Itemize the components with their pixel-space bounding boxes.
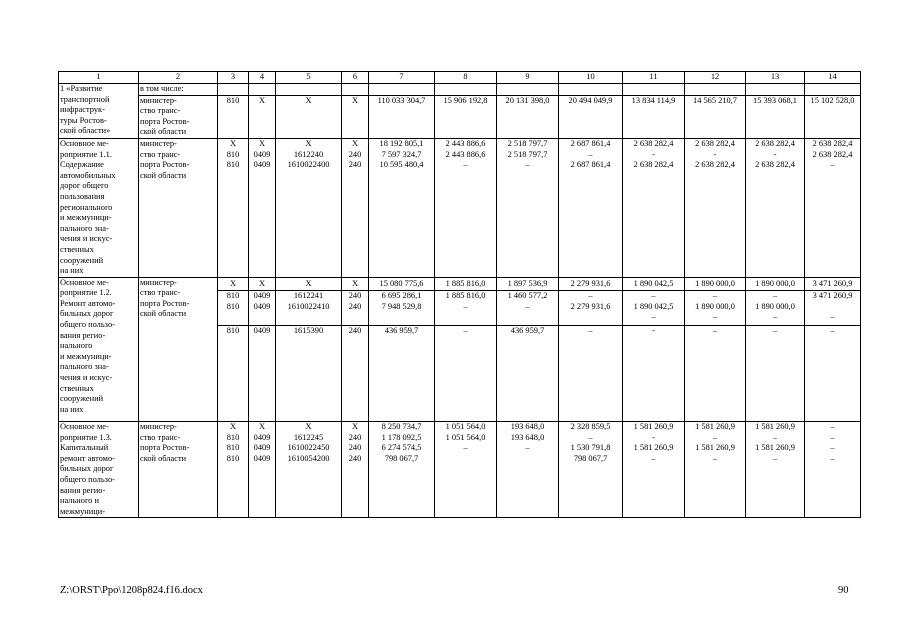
- value-line: –: [830, 422, 835, 432]
- value-line: 810: [226, 301, 240, 311]
- value-line: 1610022400: [287, 160, 330, 170]
- value-line: 0409: [253, 432, 271, 442]
- value-line: 2 443 886,6: [445, 138, 486, 148]
- value-cell: 1 897 536,9: [497, 277, 559, 291]
- value-line: 6 274 574,5: [381, 443, 422, 453]
- column-number-header: 9: [497, 72, 559, 84]
- empty-cell: [249, 84, 276, 96]
- measure-name-line: автомобильных: [60, 170, 116, 180]
- value-cell: 0409: [249, 326, 276, 422]
- value-line: 1610054200: [287, 453, 330, 463]
- value-line: 2 518 797,7: [507, 138, 548, 148]
- program-name-line: туры Ростов-: [60, 115, 107, 125]
- value-cell: [435, 291, 497, 326]
- value-line: [436, 454, 495, 465]
- value-line: 240: [348, 432, 362, 442]
- executor-line: ской области: [140, 309, 187, 319]
- value-cell: 1615390: [276, 326, 342, 422]
- value-line: –: [588, 149, 593, 159]
- empty-cell: [623, 84, 685, 96]
- measure-name-line: вания регио-: [60, 485, 106, 495]
- value-line: X: [229, 422, 237, 432]
- value-line: -: [773, 149, 777, 159]
- executor-name: [139, 277, 218, 421]
- value-cell: –: [559, 326, 623, 422]
- value-cell: [746, 138, 805, 277]
- value-line: 2 443 886,6: [445, 149, 486, 159]
- value-cell: –: [805, 326, 861, 422]
- value-line: –: [463, 443, 468, 453]
- value-cell: [805, 138, 861, 277]
- column-number-header: 4: [249, 72, 276, 84]
- value-cell: [435, 138, 497, 277]
- measure-name-line: пального зна-: [60, 362, 109, 372]
- value-cell: [249, 138, 276, 277]
- value-line: –: [712, 312, 718, 322]
- measure-1-3-name: [59, 422, 139, 518]
- executor-line: порта Ростов-: [140, 443, 190, 453]
- empty-cell: [497, 84, 559, 96]
- measure-name-line: и межмуници-: [60, 213, 112, 223]
- value-line: 1 051 564,0: [445, 422, 486, 432]
- value-line: 0409: [253, 453, 271, 463]
- value-line: X: [258, 422, 266, 432]
- footer-file-path: Z:\ORST\Ppo\1208p824.f16.docx: [60, 585, 203, 596]
- value-cell: –: [746, 326, 805, 422]
- table-row: [59, 277, 861, 291]
- value-cell: 810: [218, 326, 249, 422]
- measure-name-line: роприятие 1.3.: [60, 432, 112, 442]
- value-line: 8 250 734,7: [381, 422, 422, 432]
- value-line: –: [463, 160, 468, 170]
- value-line: –: [651, 291, 656, 301]
- executor-line: министер-: [140, 138, 177, 148]
- value-cell: [685, 422, 746, 518]
- value-line: 2 518 797,7: [507, 149, 548, 159]
- value-cell: [685, 138, 746, 277]
- measure-name-line: на них: [60, 266, 84, 276]
- empty-cell: [805, 84, 861, 96]
- value-line: 1612240: [293, 149, 324, 159]
- empty-cell: [218, 84, 249, 96]
- executor-line: ской области: [140, 127, 187, 137]
- value-line: 240: [348, 443, 362, 453]
- value-line: 2 638 282,4: [695, 138, 735, 148]
- value-line: 0409: [253, 149, 271, 159]
- measure-name-line: ственных: [60, 244, 94, 254]
- measure-name-line: бильных дорог: [60, 309, 114, 319]
- value-line: –: [772, 432, 778, 442]
- measure-name-line: сооружений: [60, 394, 104, 404]
- value-cell: 15 393 068,1: [746, 95, 805, 138]
- value-line: X: [351, 422, 359, 432]
- value-line: –: [588, 291, 593, 301]
- program-name-line: транспортной: [60, 94, 110, 104]
- value-line: 2 638 282,4: [633, 138, 674, 148]
- empty-cell: [369, 84, 435, 96]
- value-line: –: [830, 443, 835, 453]
- executor-line: ской области: [140, 453, 187, 463]
- in-total-label: в том числе:: [139, 84, 218, 96]
- value-line: X: [258, 138, 266, 148]
- program-name-line: инфраструк-: [60, 105, 105, 115]
- value-cell: [342, 291, 369, 326]
- value-line: 810: [226, 149, 240, 159]
- value-line: 1610022410: [287, 301, 330, 311]
- program-name: [59, 84, 139, 139]
- program-name-line: ской области»: [60, 126, 111, 136]
- value-line: 1612245: [293, 432, 324, 442]
- value-line: 1 581 260,9: [633, 443, 674, 453]
- value-line: 18 192 805,1: [379, 138, 424, 148]
- value-line: 798 067,7: [384, 453, 419, 463]
- value-cell: [805, 422, 861, 518]
- table-row: [59, 138, 861, 277]
- value-line: 1 890 000,0: [695, 301, 735, 311]
- measure-name-line: вания регио-: [60, 330, 106, 340]
- value-line: –: [830, 160, 835, 170]
- value-cell: [276, 138, 342, 277]
- measure-name-line: роприятие 1.2.: [60, 288, 112, 298]
- budget-table: [58, 71, 861, 518]
- value-line: 2 687 861,4: [570, 138, 611, 148]
- value-line: 193 648,0: [510, 432, 545, 442]
- measure-name-line: на них: [60, 404, 84, 414]
- value-line: 2 638 282,4: [633, 160, 674, 170]
- value-line: 1 051 564,0: [445, 432, 486, 442]
- value-line: –: [712, 453, 718, 463]
- column-number-header: 14: [805, 72, 861, 84]
- measure-name-line: межмуници-: [60, 506, 106, 516]
- executor-name: [139, 95, 218, 138]
- value-line: -: [652, 432, 655, 442]
- value-line: 1 890 042,5: [633, 301, 674, 311]
- value-line: –: [830, 312, 835, 322]
- value-cell: [746, 291, 805, 326]
- measure-name-line: нального и: [60, 496, 99, 506]
- measure-1-1-name: [59, 138, 139, 277]
- empty-cell: [276, 84, 342, 96]
- value-cell: [369, 138, 435, 277]
- value-cell: 436 959,7: [497, 326, 559, 422]
- value-line: –: [712, 432, 718, 442]
- value-line: 7 597 324,7: [381, 149, 422, 159]
- value-cell: [559, 422, 623, 518]
- value-line: 1 581 260,9: [695, 422, 735, 432]
- value-line: 2 638 282,4: [812, 149, 853, 159]
- value-cell: –: [435, 326, 497, 422]
- value-line: –: [712, 291, 718, 301]
- value-line: 2 638 282,4: [755, 138, 795, 148]
- column-number-row: [59, 72, 861, 84]
- executor-line: ство транс-: [140, 432, 181, 442]
- measure-name-line: роприятие 1.1.: [60, 149, 112, 159]
- value-line: 1 530 791,8: [570, 443, 611, 453]
- value-cell: [276, 291, 342, 326]
- value-line: X: [229, 138, 237, 148]
- measure-name-line: чения и искус-: [60, 373, 113, 383]
- value-cell: 1 885 816,0: [435, 277, 497, 291]
- value-cell: [623, 291, 685, 326]
- value-line: 2 638 282,4: [755, 160, 795, 170]
- value-cell: 15 102 528,0: [805, 95, 861, 138]
- value-cell: –: [685, 326, 746, 422]
- value-cell: [805, 291, 861, 326]
- value-line: 2 279 931,6: [570, 301, 611, 311]
- value-line: 810: [226, 432, 240, 442]
- value-cell: 20 131 398,0: [497, 95, 559, 138]
- value-line: 798 067,7: [573, 453, 608, 463]
- value-line: 1 885 816,0: [445, 291, 486, 301]
- program-name-line: 1 «Развитие: [60, 84, 103, 93]
- value-line: X: [305, 422, 312, 432]
- measure-name-line: общего пользо-: [60, 475, 115, 485]
- value-line: 240: [348, 160, 362, 170]
- value-line: 1610022450: [287, 443, 330, 453]
- column-number-header: 11: [623, 72, 685, 84]
- value-line: 240: [348, 291, 362, 301]
- value-line: 240: [348, 301, 362, 311]
- column-number-header: 5: [276, 72, 342, 84]
- value-cell: [497, 422, 559, 518]
- value-line: 810: [226, 160, 240, 170]
- value-line: 810: [226, 291, 240, 301]
- measure-name-line: общего пользо-: [60, 320, 115, 330]
- value-line: 1 581 260,9: [633, 422, 674, 432]
- value-cell: X: [249, 277, 276, 291]
- column-number-header: 13: [746, 72, 805, 84]
- value-cell: X: [342, 277, 369, 291]
- executor-line: ство транс-: [140, 106, 181, 116]
- footer-page-number: 90: [838, 585, 849, 596]
- value-cell: [249, 291, 276, 326]
- value-line: –: [830, 432, 835, 442]
- value-cell: [623, 422, 685, 518]
- measure-name-line: бильных дорог: [60, 464, 114, 474]
- value-line: 1 581 260,9: [755, 422, 795, 432]
- executor-name: [139, 138, 218, 277]
- column-number-header: 10: [559, 72, 623, 84]
- empty-cell: [342, 84, 369, 96]
- value-line: 0409: [253, 443, 271, 453]
- value-cell: [342, 422, 369, 518]
- measure-name-line: ремонт автомо-: [60, 453, 115, 463]
- value-cell: [685, 291, 746, 326]
- executor-line: министер-: [140, 95, 177, 105]
- value-cell: [623, 138, 685, 277]
- value-cell: -: [623, 326, 685, 422]
- value-cell: 15 080 775,6: [369, 277, 435, 291]
- measure-name-line: пользования: [60, 191, 105, 201]
- value-cell: 3 471 260,9: [805, 277, 861, 291]
- value-line: –: [772, 453, 778, 463]
- value-line: 193 648,0: [510, 422, 545, 432]
- value-cell: [276, 422, 342, 518]
- value-line: –: [525, 301, 530, 311]
- value-cell: 110 033 304,7: [369, 95, 435, 138]
- value-cell: [497, 138, 559, 277]
- measure-1-2-name: [59, 277, 139, 421]
- empty-cell: [559, 84, 623, 96]
- column-number-header: 3: [218, 72, 249, 84]
- value-line: 10 595 480,4: [379, 160, 424, 170]
- value-line: 2 638 282,4: [812, 138, 853, 148]
- value-cell: 20 494 049,9: [559, 95, 623, 138]
- empty-cell: [685, 84, 746, 96]
- executor-name: [139, 422, 218, 518]
- value-line: 2 638 282,4: [695, 160, 735, 170]
- value-line: 2 687 861,4: [570, 160, 611, 170]
- value-line: –: [772, 291, 778, 301]
- value-cell: [369, 422, 435, 518]
- value-line: [806, 302, 859, 313]
- empty-cell: [435, 84, 497, 96]
- executor-line: ской области: [140, 170, 187, 180]
- value-line: -: [713, 149, 717, 159]
- value-cell: [435, 422, 497, 518]
- value-cell: X: [218, 277, 249, 291]
- empty-cell: [746, 84, 805, 96]
- value-cell: X: [276, 95, 342, 138]
- executor-line: министер-: [140, 422, 177, 432]
- measure-name-line: Основное ме-: [60, 422, 109, 432]
- value-line: 0409: [253, 301, 271, 311]
- value-cell: 14 565 210,7: [685, 95, 746, 138]
- column-number-header: 8: [435, 72, 497, 84]
- value-line: 1 581 260,9: [695, 443, 735, 453]
- measure-name-line: чения и искус-: [60, 234, 113, 244]
- column-number-header: 1: [59, 72, 139, 84]
- value-line: X: [351, 138, 359, 148]
- value-line: -: [652, 149, 655, 159]
- measure-name-line: Основное ме-: [60, 138, 109, 148]
- value-cell: [342, 138, 369, 277]
- value-line: –: [651, 453, 656, 463]
- value-cell: 1 890 000,0: [685, 277, 746, 291]
- value-cell: 240: [342, 326, 369, 422]
- measure-name-line: дорог общего: [60, 181, 109, 191]
- value-line: 810: [226, 443, 240, 453]
- value-cell: [218, 422, 249, 518]
- column-number-header: 6: [342, 72, 369, 84]
- value-line: 0409: [253, 160, 271, 170]
- value-cell: [218, 291, 249, 326]
- value-line: 240: [348, 149, 362, 159]
- column-number-header: 12: [685, 72, 746, 84]
- value-cell: 13 834 114,9: [623, 95, 685, 138]
- value-cell: [559, 291, 623, 326]
- value-line: 0409: [253, 291, 271, 301]
- value-cell: 2 279 931,6: [559, 277, 623, 291]
- value-cell: 1 890 000,0: [746, 277, 805, 291]
- value-cell: [559, 138, 623, 277]
- table-row: [59, 422, 861, 518]
- value-cell: [218, 138, 249, 277]
- measure-name-line: ственных: [60, 383, 94, 393]
- executor-line: порта Ростов-: [140, 298, 190, 308]
- value-line: 1 178 092,5: [381, 432, 422, 442]
- value-line: 240: [348, 453, 362, 463]
- value-line: 1 890 000,0: [755, 301, 795, 311]
- value-line: 1 460 577,2: [507, 291, 548, 301]
- value-cell: [249, 422, 276, 518]
- measure-name-line: сооружений: [60, 255, 104, 265]
- table-row: [59, 84, 861, 96]
- value-line: –: [525, 443, 530, 453]
- column-number-header: 7: [369, 72, 435, 84]
- value-line: –: [463, 301, 468, 311]
- executor-line: порта Ростов-: [140, 160, 190, 170]
- value-cell: X: [342, 95, 369, 138]
- value-line: 810: [226, 453, 240, 463]
- value-line: –: [772, 312, 778, 322]
- executor-line: порта Ростов-: [140, 116, 190, 126]
- value-line: 3 471 260,9: [812, 291, 853, 301]
- measure-name-line: Основное ме-: [60, 277, 109, 287]
- measure-name-line: регионального: [60, 202, 113, 212]
- value-line: [498, 454, 557, 465]
- executor-line: ство транс-: [140, 288, 181, 298]
- value-line: X: [305, 138, 312, 148]
- value-line: –: [525, 160, 530, 170]
- measure-name-line: и межмуници-: [60, 351, 112, 361]
- measure-name-line: Капитальный: [60, 443, 109, 453]
- measure-name-line: Ремонт автомо-: [60, 298, 116, 308]
- executor-line: ство транс-: [140, 149, 181, 159]
- column-number-header: 2: [139, 72, 218, 84]
- value-cell: X: [249, 95, 276, 138]
- measure-name-line: пального зна-: [60, 223, 109, 233]
- value-line: –: [651, 312, 656, 322]
- value-line: 6 695 286,1: [381, 291, 422, 301]
- value-line: 1 581 260,9: [755, 443, 795, 453]
- value-cell: [369, 291, 435, 326]
- value-line: –: [830, 453, 835, 463]
- executor-line: министер-: [140, 277, 177, 287]
- value-line: 7 948 529,8: [381, 301, 422, 311]
- value-cell: 15 906 192,8: [435, 95, 497, 138]
- value-cell: X: [276, 277, 342, 291]
- table-row: [59, 95, 861, 138]
- measure-name-line: нального: [60, 341, 93, 351]
- value-cell: 436 959,7: [369, 326, 435, 422]
- value-cell: 810: [218, 95, 249, 138]
- value-line: 2 328 859,5: [570, 422, 611, 432]
- value-cell: [497, 291, 559, 326]
- value-cell: [746, 422, 805, 518]
- measure-name-line: Содержание: [60, 160, 104, 170]
- value-cell: 1 890 042,5: [623, 277, 685, 291]
- value-line: –: [588, 432, 593, 442]
- value-line: 1612241: [293, 291, 324, 301]
